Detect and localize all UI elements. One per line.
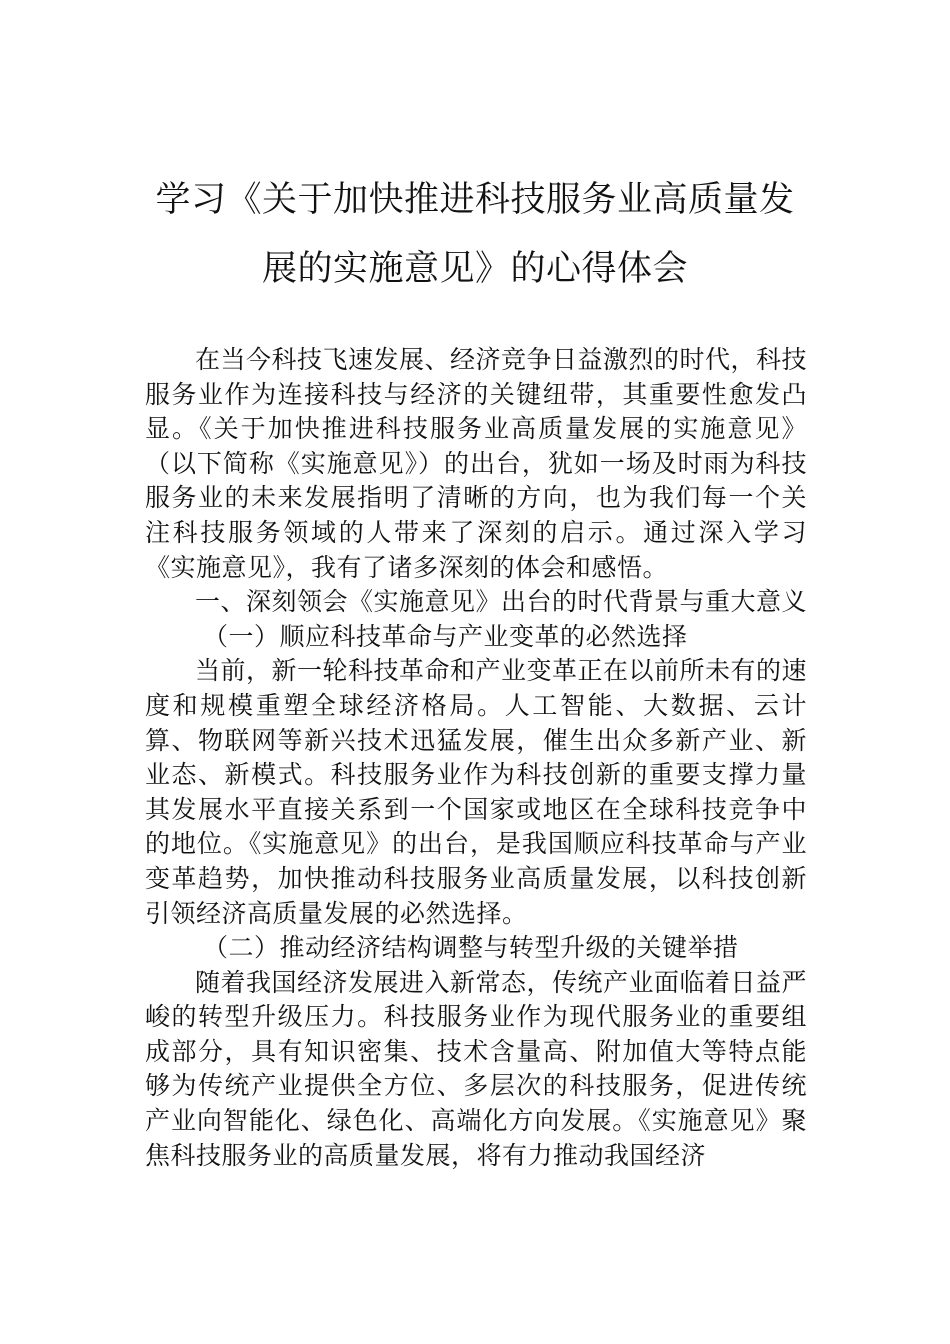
document-title-line-2: 展的实施意见》的心得体会 xyxy=(261,249,688,289)
subsection-1-paragraph: 当前，新一轮科技革命和产业变革正在以前所未有的速度和规模重塑全球经济格局。人工智能、大数据、云计算、物联网等新兴技术迅猛发展，催生出众多新产业、新业态、新模式。科技服务业作为科技创新的重要支撑力量其发展水平直接关系到一个国家或地区在全球科技竞争中的地位。《实施意见》的出台，是我国顺应科技革命与产业变革趋势，加快推动科技服务业高质量发展，以科技创新引领经济高质量发展的必然选择。 xyxy=(145,656,808,928)
subsection-1-heading: （一）顺应科技革命与产业变革的必然选择 xyxy=(203,621,688,651)
section-1-heading: 一、深刻领会《实施意见》出台的时代背景与重大意义 xyxy=(195,587,808,617)
document-body xyxy=(145,343,807,1173)
subsection-2-heading: （二）推动经济结构调整与转型升级的关键举措 xyxy=(203,933,739,963)
document-title-line-1: 学习《关于加快推进科技服务业高质量发 xyxy=(155,180,795,220)
subsection-2-paragraph: 随着我国经济发展进入新常态，传统产业面临着日益严峻的转型升级压力。科技服务业作为现代服务业的重要组成部分，具有知识密集、技术含量高、附加值大等特点能够为传统产业提供全方位、多层次的科技服务，促进传统产业向智能化、绿色化、高端化方向发展。《实施意见》聚焦科技服务业的高质量发展，将有力推动我国经济 xyxy=(145,967,808,1170)
intro-paragraph: 在当今科技飞速发展、经济竞争日益激烈的时代，科技服务业作为连接科技与经济的关键纽带，其重要性愈发凸显。《关于加快推进科技服务业高质量发展的实施意见》（以下简称《实施意见》）的出台，犹如一场及时雨为科技服务业的未来发展指明了清晰的方向，也为我们每一个关注科技服务领域的人带来了深刻的启示。通过深入学习《实施意见》，我有了诸多深刻的体会和感悟。 xyxy=(145,345,808,582)
